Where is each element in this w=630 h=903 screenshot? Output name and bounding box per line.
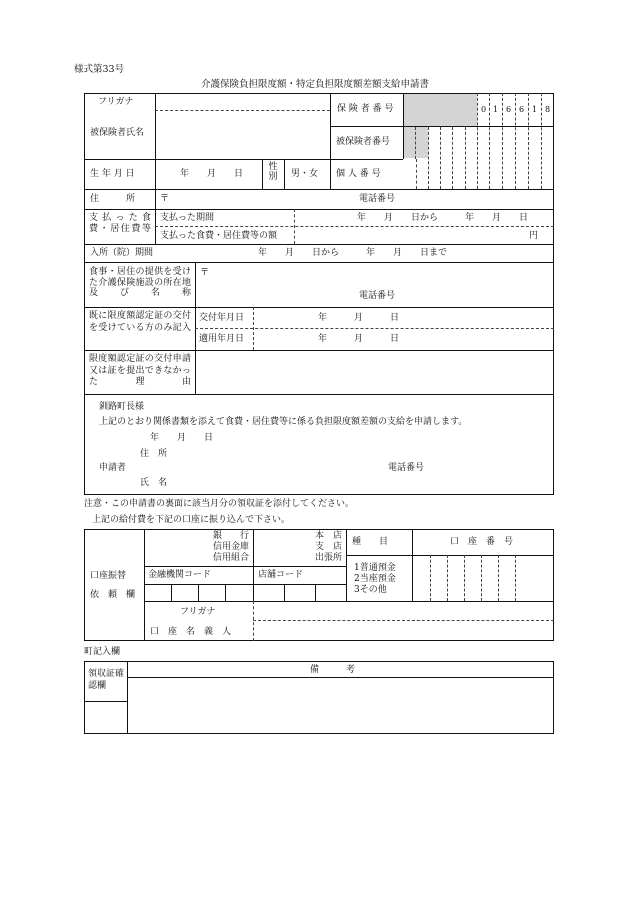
paid-label: 支払った食費・居住費等 [89, 213, 151, 234]
institution-code-label: 金融機関コード [148, 570, 212, 580]
postal-mark: 〒 [160, 194, 170, 204]
kind-label: 種 目 [352, 537, 389, 547]
insurer-number-label: 保 険 者 番 号 [337, 104, 394, 114]
insurer-digit-4: 6 [519, 105, 525, 114]
paid-period-label: 支払った期間 [160, 213, 215, 223]
insurer-digit-2: 1 [493, 105, 499, 114]
note: 注意・この申請書の裏面に該当月分の領収証を添付してください。 [84, 499, 355, 509]
address-label: 住 所 [90, 194, 136, 204]
facility-postal: 〒 [200, 268, 210, 278]
holder-label: 口 座 名 義 人 [150, 627, 232, 637]
insured-number-label: 被保険者番号 [336, 137, 391, 147]
receipt-check-label: 領収証確認欄 [88, 669, 125, 691]
account-kind-2[interactable]: 2当座預金 [354, 574, 396, 584]
insurer-digit-5: 1 [532, 105, 538, 114]
form-number: 様式第33号 [74, 64, 125, 75]
town-section-label: 町記入欄 [84, 647, 121, 657]
sex-label: 性別 [268, 162, 278, 182]
insurer-digit-3: 6 [506, 105, 512, 114]
paid-amount-label: 支払った食費・居住費等の額 [160, 231, 278, 241]
holder-furigana-label: フリガナ [180, 607, 216, 617]
apply-date-value[interactable]: 年 月 日 [318, 334, 400, 344]
remarks-label: 備 考 [310, 665, 356, 675]
bank-type-3: 信用組合 [212, 553, 249, 563]
branch-type-3: 出張所 [314, 553, 342, 563]
cert-label: 既に限度額認定証の交付を受けている方のみ記入 [89, 311, 191, 333]
facility-label: 食事・居住の提供を受けた介護保険施設の所在地及び名称 [89, 267, 191, 298]
form-title: 介護保険負担限度額・特定負担限度額差額支給申請書 [200, 79, 429, 90]
applicant-address-label: 住 所 [140, 449, 168, 459]
admission-label: 入所（院）期間 [90, 248, 154, 258]
transfer-label-1: 口座振替 [90, 571, 127, 581]
individual-number-label: 個 人 番 号 [336, 169, 381, 179]
paid-amount-yen: 円 [529, 231, 539, 241]
insured-name-label: 被保険者氏名 [90, 128, 145, 138]
holder-name-field[interactable] [254, 621, 553, 640]
sex-value[interactable]: 男・女 [291, 169, 319, 179]
account-kind-1[interactable]: 1普通預金 [354, 563, 396, 573]
issue-date-value[interactable]: 年 月 日 [318, 313, 400, 323]
bank-type-2: 信用金庫 [212, 542, 249, 552]
reason-label: 限度額認定証の交付申請又は証を提出できなかった理由 [89, 354, 191, 387]
admission-value[interactable]: 年 月 日から 年 月 日まで [258, 248, 448, 258]
branch-type-2: 支 店 [314, 542, 342, 552]
bank-type-1: 銀 行 [212, 531, 249, 541]
branch-type-1: 本 店 [314, 531, 342, 541]
birth-label: 生 年 月 日 [90, 169, 135, 179]
facility-phone-label: 電話番号 [359, 291, 396, 301]
insured-name-field[interactable] [156, 111, 329, 157]
transfer-note: 上記の給付費を下記の口座に振り込んで下さい。 [92, 515, 291, 525]
account-kind-3[interactable]: 3その他 [354, 585, 387, 595]
insurer-digit-6: 8 [545, 105, 551, 114]
applicant-phone-label: 電話番号 [388, 463, 425, 473]
applicant-label: 申請者 [99, 463, 127, 473]
account-number-label: 口 座 番 号 [450, 537, 514, 547]
branch-code-label: 店舗コード [258, 570, 304, 580]
insurer-digit-1: 0 [481, 105, 487, 114]
addressee: 釧路町長様 [99, 402, 145, 412]
phone-label: 電話番号 [359, 194, 396, 204]
birth-value[interactable]: 年 月 日 [180, 169, 244, 179]
declaration: 上記のとおり関係書類を添えて食費・居住費等に係る負担限度額差額の支給を申請します。 [99, 417, 468, 427]
transfer-label-2: 依 頼 欄 [90, 590, 136, 600]
apply-date-label: 適用年月日 [199, 334, 245, 344]
issue-date-label: 交付年月日 [199, 313, 245, 323]
paid-period-value[interactable]: 年 月 日から 年 月 日 [357, 213, 529, 223]
furigana-label: フリガナ [98, 97, 134, 107]
declaration-date[interactable]: 年 月 日 [150, 433, 214, 443]
reason-field[interactable] [196, 351, 553, 393]
applicant-name-label: 氏 名 [140, 478, 168, 488]
